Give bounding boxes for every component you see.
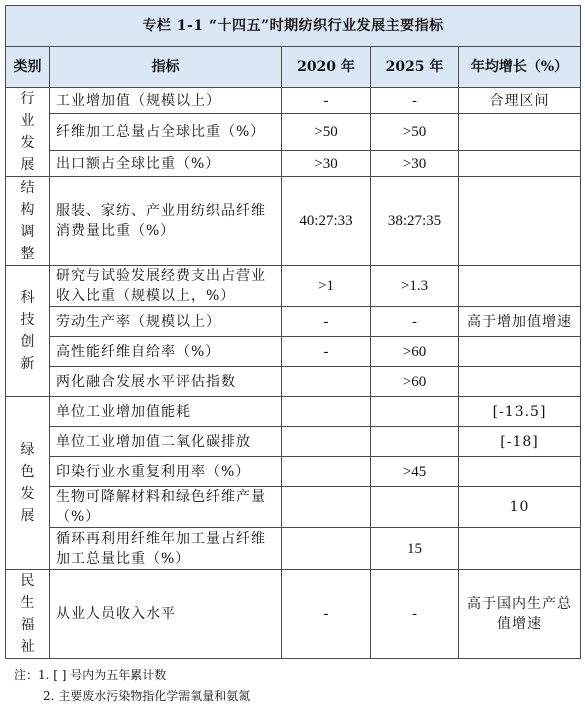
table-notes <box>5 665 580 707</box>
header-2020: 2020 年 <box>282 47 371 88</box>
value-2025-cell: >50 <box>371 114 459 151</box>
header-growth: 年均增长（%） <box>459 47 581 88</box>
value-2020-cell <box>282 457 371 487</box>
value-2020-cell: - <box>282 570 371 659</box>
table-row <box>6 88 581 114</box>
indicator-cell: 纤维加工总量占全球比重（%） <box>50 114 282 151</box>
value-2025-cell: >1.3 <box>371 266 459 307</box>
header-row <box>6 47 581 88</box>
category-cell <box>6 177 50 266</box>
value-2025-cell: >45 <box>371 457 459 487</box>
note-2: 2. 主要废水污染物指化学需氧量和氨氮 <box>43 689 251 703</box>
table-row <box>6 367 581 397</box>
value-2025-cell: - <box>371 570 459 659</box>
category-label: 科技创新 <box>20 290 35 372</box>
value-2025-cell: - <box>371 307 459 337</box>
value-2020-cell: >50 <box>282 114 371 151</box>
table-row <box>6 177 581 266</box>
growth-cell <box>459 151 581 177</box>
value-2025-cell: 38:27:35 <box>371 177 459 266</box>
value-2020-cell <box>282 397 371 427</box>
indicator-cell: 劳动生产率（规模以上） <box>50 307 282 337</box>
table-row <box>6 427 581 457</box>
header-2025: 2025 年 <box>371 47 459 88</box>
category-cell <box>6 397 50 570</box>
indicator-cell: 单位工业增加值能耗 <box>50 397 282 427</box>
indicator-cell: 循环再利用纤维年加工量占纤维加工总量比重（%） <box>50 528 282 570</box>
table-row <box>6 337 581 367</box>
table-row <box>6 114 581 151</box>
indicator-cell: 从业人员收入水平 <box>50 570 282 659</box>
value-2020-cell: >30 <box>282 151 371 177</box>
value-2020-cell <box>282 528 371 570</box>
category-cell <box>6 266 50 397</box>
growth-cell <box>459 266 581 307</box>
value-2025-cell <box>371 487 459 528</box>
table-row <box>6 457 581 487</box>
table-title: 专栏 1-1 “十四五”时期纺织行业发展主要指标 <box>6 6 581 47</box>
indicator-cell: 服装、家纺、产业用纺织品纤维消费量比重（%） <box>50 177 282 266</box>
value-2025-cell <box>371 427 459 457</box>
table-row <box>6 151 581 177</box>
value-2025-cell: >30 <box>371 151 459 177</box>
growth-cell: 高于增加值增速 <box>459 307 581 337</box>
header-indicator: 指标 <box>50 47 282 88</box>
category-cell <box>6 88 50 177</box>
value-2020-cell: 40:27:33 <box>282 177 371 266</box>
table-row <box>6 487 581 528</box>
value-2025-cell: - <box>371 88 459 114</box>
growth-cell: 10 <box>459 487 581 528</box>
note-1: 注：1. [ ] 号内为五年累计数 <box>14 668 167 682</box>
growth-cell: 合理区间 <box>459 88 581 114</box>
growth-cell <box>459 337 581 367</box>
growth-cell <box>459 457 581 487</box>
growth-cell <box>459 177 581 266</box>
indicator-cell: 单位工业增加值二氧化碳排放 <box>50 427 282 457</box>
value-2025-cell: 15 <box>371 528 459 570</box>
category-cell <box>6 570 50 659</box>
table-row <box>6 307 581 337</box>
header-category: 类别 <box>6 47 50 88</box>
growth-cell <box>459 528 581 570</box>
growth-cell: [-13.5] <box>459 397 581 427</box>
table-row <box>6 528 581 570</box>
indicator-table <box>5 5 581 659</box>
indicator-cell: 生物可降解材料和绿色纤维产量（%） <box>50 487 282 528</box>
table-row <box>6 570 581 659</box>
indicator-cell: 研究与试验发展经费支出占营业收入比重（规模以上，%） <box>50 266 282 307</box>
growth-cell: 高于国内生产总值增速 <box>459 570 581 659</box>
value-2025-cell: >60 <box>371 367 459 397</box>
category-label: 民生福祉 <box>20 573 35 655</box>
growth-cell <box>459 114 581 151</box>
indicator-cell: 工业增加值（规模以上） <box>50 88 282 114</box>
value-2020-cell: - <box>282 88 371 114</box>
table-row <box>6 397 581 427</box>
indicator-cell: 高性能纤维自给率（%） <box>50 337 282 367</box>
value-2025-cell: >60 <box>371 337 459 367</box>
value-2020-cell: >1 <box>282 266 371 307</box>
indicator-cell: 印染行业水重复利用率（%） <box>50 457 282 487</box>
indicator-cell: 出口额占全球比重（%） <box>50 151 282 177</box>
growth-cell: [-18] <box>459 427 581 457</box>
table-row <box>6 266 581 307</box>
indicator-table-panel <box>5 5 580 707</box>
category-label: 绿色发展 <box>20 442 35 524</box>
indicator-cell: 两化融合发展水平评估指数 <box>50 367 282 397</box>
value-2020-cell: - <box>282 337 371 367</box>
value-2020-cell: - <box>282 307 371 337</box>
value-2025-cell <box>371 397 459 427</box>
category-label: 行业发展 <box>20 91 35 173</box>
value-2020-cell <box>282 367 371 397</box>
value-2020-cell <box>282 427 371 457</box>
growth-cell <box>459 367 581 397</box>
category-label: 结构调整 <box>20 180 35 262</box>
value-2020-cell <box>282 487 371 528</box>
